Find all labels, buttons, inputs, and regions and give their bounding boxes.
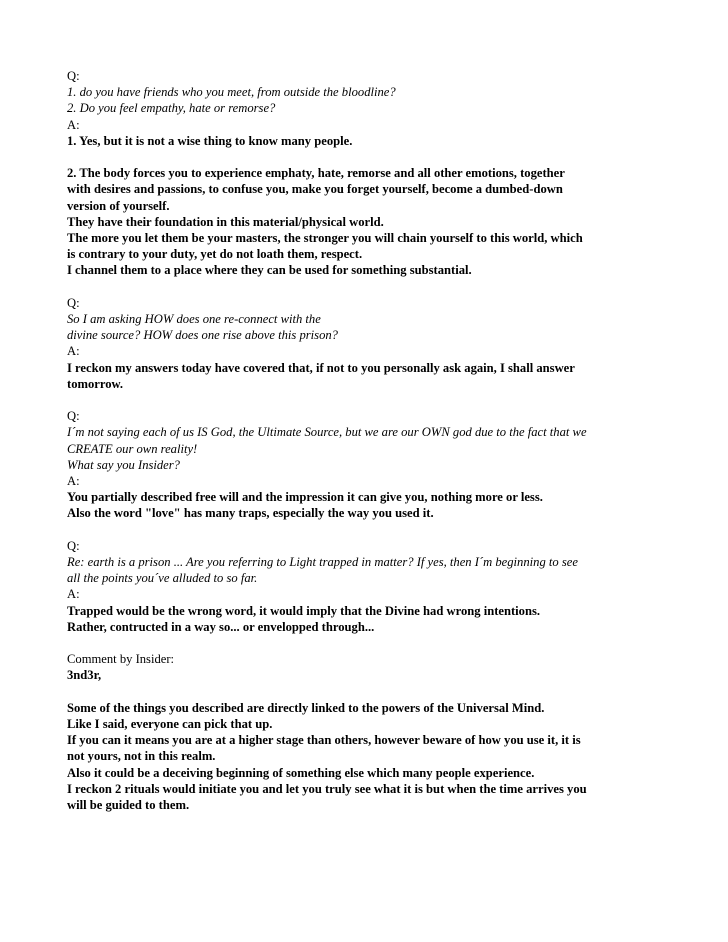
document-page <box>67 68 663 813</box>
answer-text: version of yourself. <box>67 198 170 213</box>
paragraph-gap <box>67 149 663 165</box>
comment-label: Comment by Insider: <box>67 652 175 667</box>
answer-text: The more you let them be your masters, the stronger you will chain yourself to this world, which <box>67 231 583 246</box>
question-label: Q: <box>67 538 80 553</box>
comment-text: will be guided to them. <box>67 798 190 813</box>
paragraph-gap <box>67 635 663 651</box>
question-text: I´m not saying each of us IS God, the Ultimate Source, but we are our OWN god due to the fact that we <box>67 425 587 440</box>
question-text: What say you Insider? <box>67 457 180 472</box>
comment-text: 3nd3r, <box>67 668 102 683</box>
question-label: Q: <box>67 409 80 424</box>
comment-text: not yours, not in this realm. <box>67 749 216 764</box>
answer-text: Also the word "love" has many traps, especially the way you used it. <box>67 506 434 521</box>
answer-label: A: <box>67 344 80 359</box>
answer-text: I channel them to a place where they can be used for something substantial. <box>67 263 472 278</box>
question-text: all the points you´ve alluded to so far. <box>67 571 258 586</box>
answer-label: A: <box>67 587 80 602</box>
paragraph-gap <box>67 279 663 295</box>
comment-text: Some of the things you described are directly linked to the powers of the Universal Mind. <box>67 700 545 715</box>
answer-label: A: <box>67 117 80 132</box>
paragraph-gap <box>67 522 663 538</box>
question-text: 2. Do you feel empathy, hate or remorse? <box>67 101 276 116</box>
comment-text: Also it could be a deceiving beginning of something else which many people experience. <box>67 765 535 780</box>
question-text: Re: earth is a prison ... Are you referring to Light trapped in matter? If yes, then I´m beginning to see <box>67 555 578 570</box>
paragraph-gap <box>67 684 663 700</box>
question-text: divine source? HOW does one rise above this prison? <box>67 328 338 343</box>
answer-text: 2. The body forces you to experience emphaty, hate, remorse and all other emotions, together <box>67 166 565 181</box>
question-text: CREATE our own reality! <box>67 441 198 456</box>
answer-text: Rather, contructed in a way so... or envelopped through... <box>67 619 375 634</box>
answer-label: A: <box>67 474 80 489</box>
answer-text: is contrary to your duty, yet do not loath them, respect. <box>67 247 363 262</box>
answer-text: tomorrow. <box>67 376 124 391</box>
answer-text: They have their foundation in this material/physical world. <box>67 214 384 229</box>
question-text: 1. do you have friends who you meet, from outside the bloodline? <box>67 85 396 100</box>
answer-text: You partially described free will and the impression it can give you, nothing more or less. <box>67 490 543 505</box>
answer-text: with desires and passions, to confuse you, make you forget yourself, become a dumbed-down <box>67 182 563 197</box>
comment-text: If you can it means you are at a higher stage than others, however beware of how you use it, it is <box>67 733 581 748</box>
question-text: So I am asking HOW does one re-connect with the <box>67 312 321 327</box>
question-label: Q: <box>67 295 80 310</box>
answer-text: Trapped would be the wrong word, it would imply that the Divine had wrong intentions. <box>67 603 541 618</box>
comment-text: I reckon 2 rituals would initiate you and let you truly see what it is but when the time arrives you <box>67 781 587 796</box>
answer-text: 1. Yes, but it is not a wise thing to know many people. <box>67 133 353 148</box>
paragraph-gap <box>67 392 663 408</box>
question-label: Q: <box>67 69 80 83</box>
answer-text: I reckon my answers today have covered that, if not to you personally ask again, I shall answer <box>67 360 575 375</box>
comment-text: Like I said, everyone can pick that up. <box>67 717 273 732</box>
